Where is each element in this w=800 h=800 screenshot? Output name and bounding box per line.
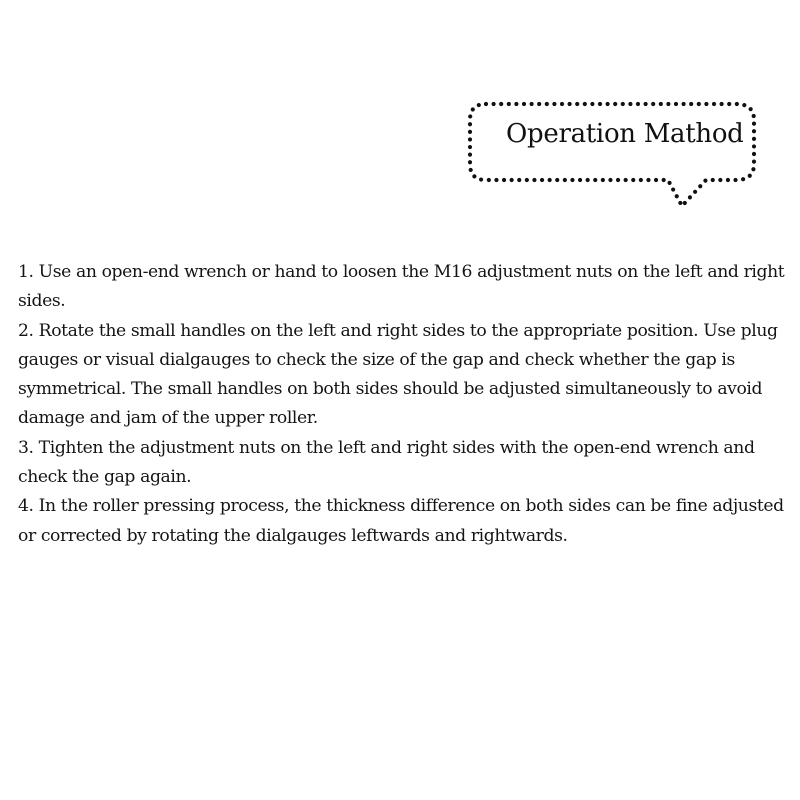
step-4: 4. In the roller pressing process, the thickness difference on both sides can be fine adjusted or corrected by rotating the dialgauges leftwards and rightwards.	[18, 496, 784, 546]
step-3: 3. Tighten the adjustment nuts on the left and right sides with the open-end wrench and check the gap again.	[18, 437, 755, 488]
dotted-speech-bubble-icon	[466, 100, 760, 212]
speech-bubble	[466, 100, 760, 212]
step-1: 1. Use an open-end wrench or hand to loosen the M16 adjustment nuts on the left and right sides.	[18, 262, 785, 312]
instructions-body	[18, 258, 786, 551]
step-2: 2. Rotate the small handles on the left and right sides to the appropriate position. Use plug gauges or visual dialgauges to check the size of the gap and check whether the gap is symmetrical. The small handles on both sides should be adjusted simultaneously to avoid damage and jam of the upper roller.	[18, 320, 778, 429]
page-title: Operation Mathod	[506, 119, 744, 149]
